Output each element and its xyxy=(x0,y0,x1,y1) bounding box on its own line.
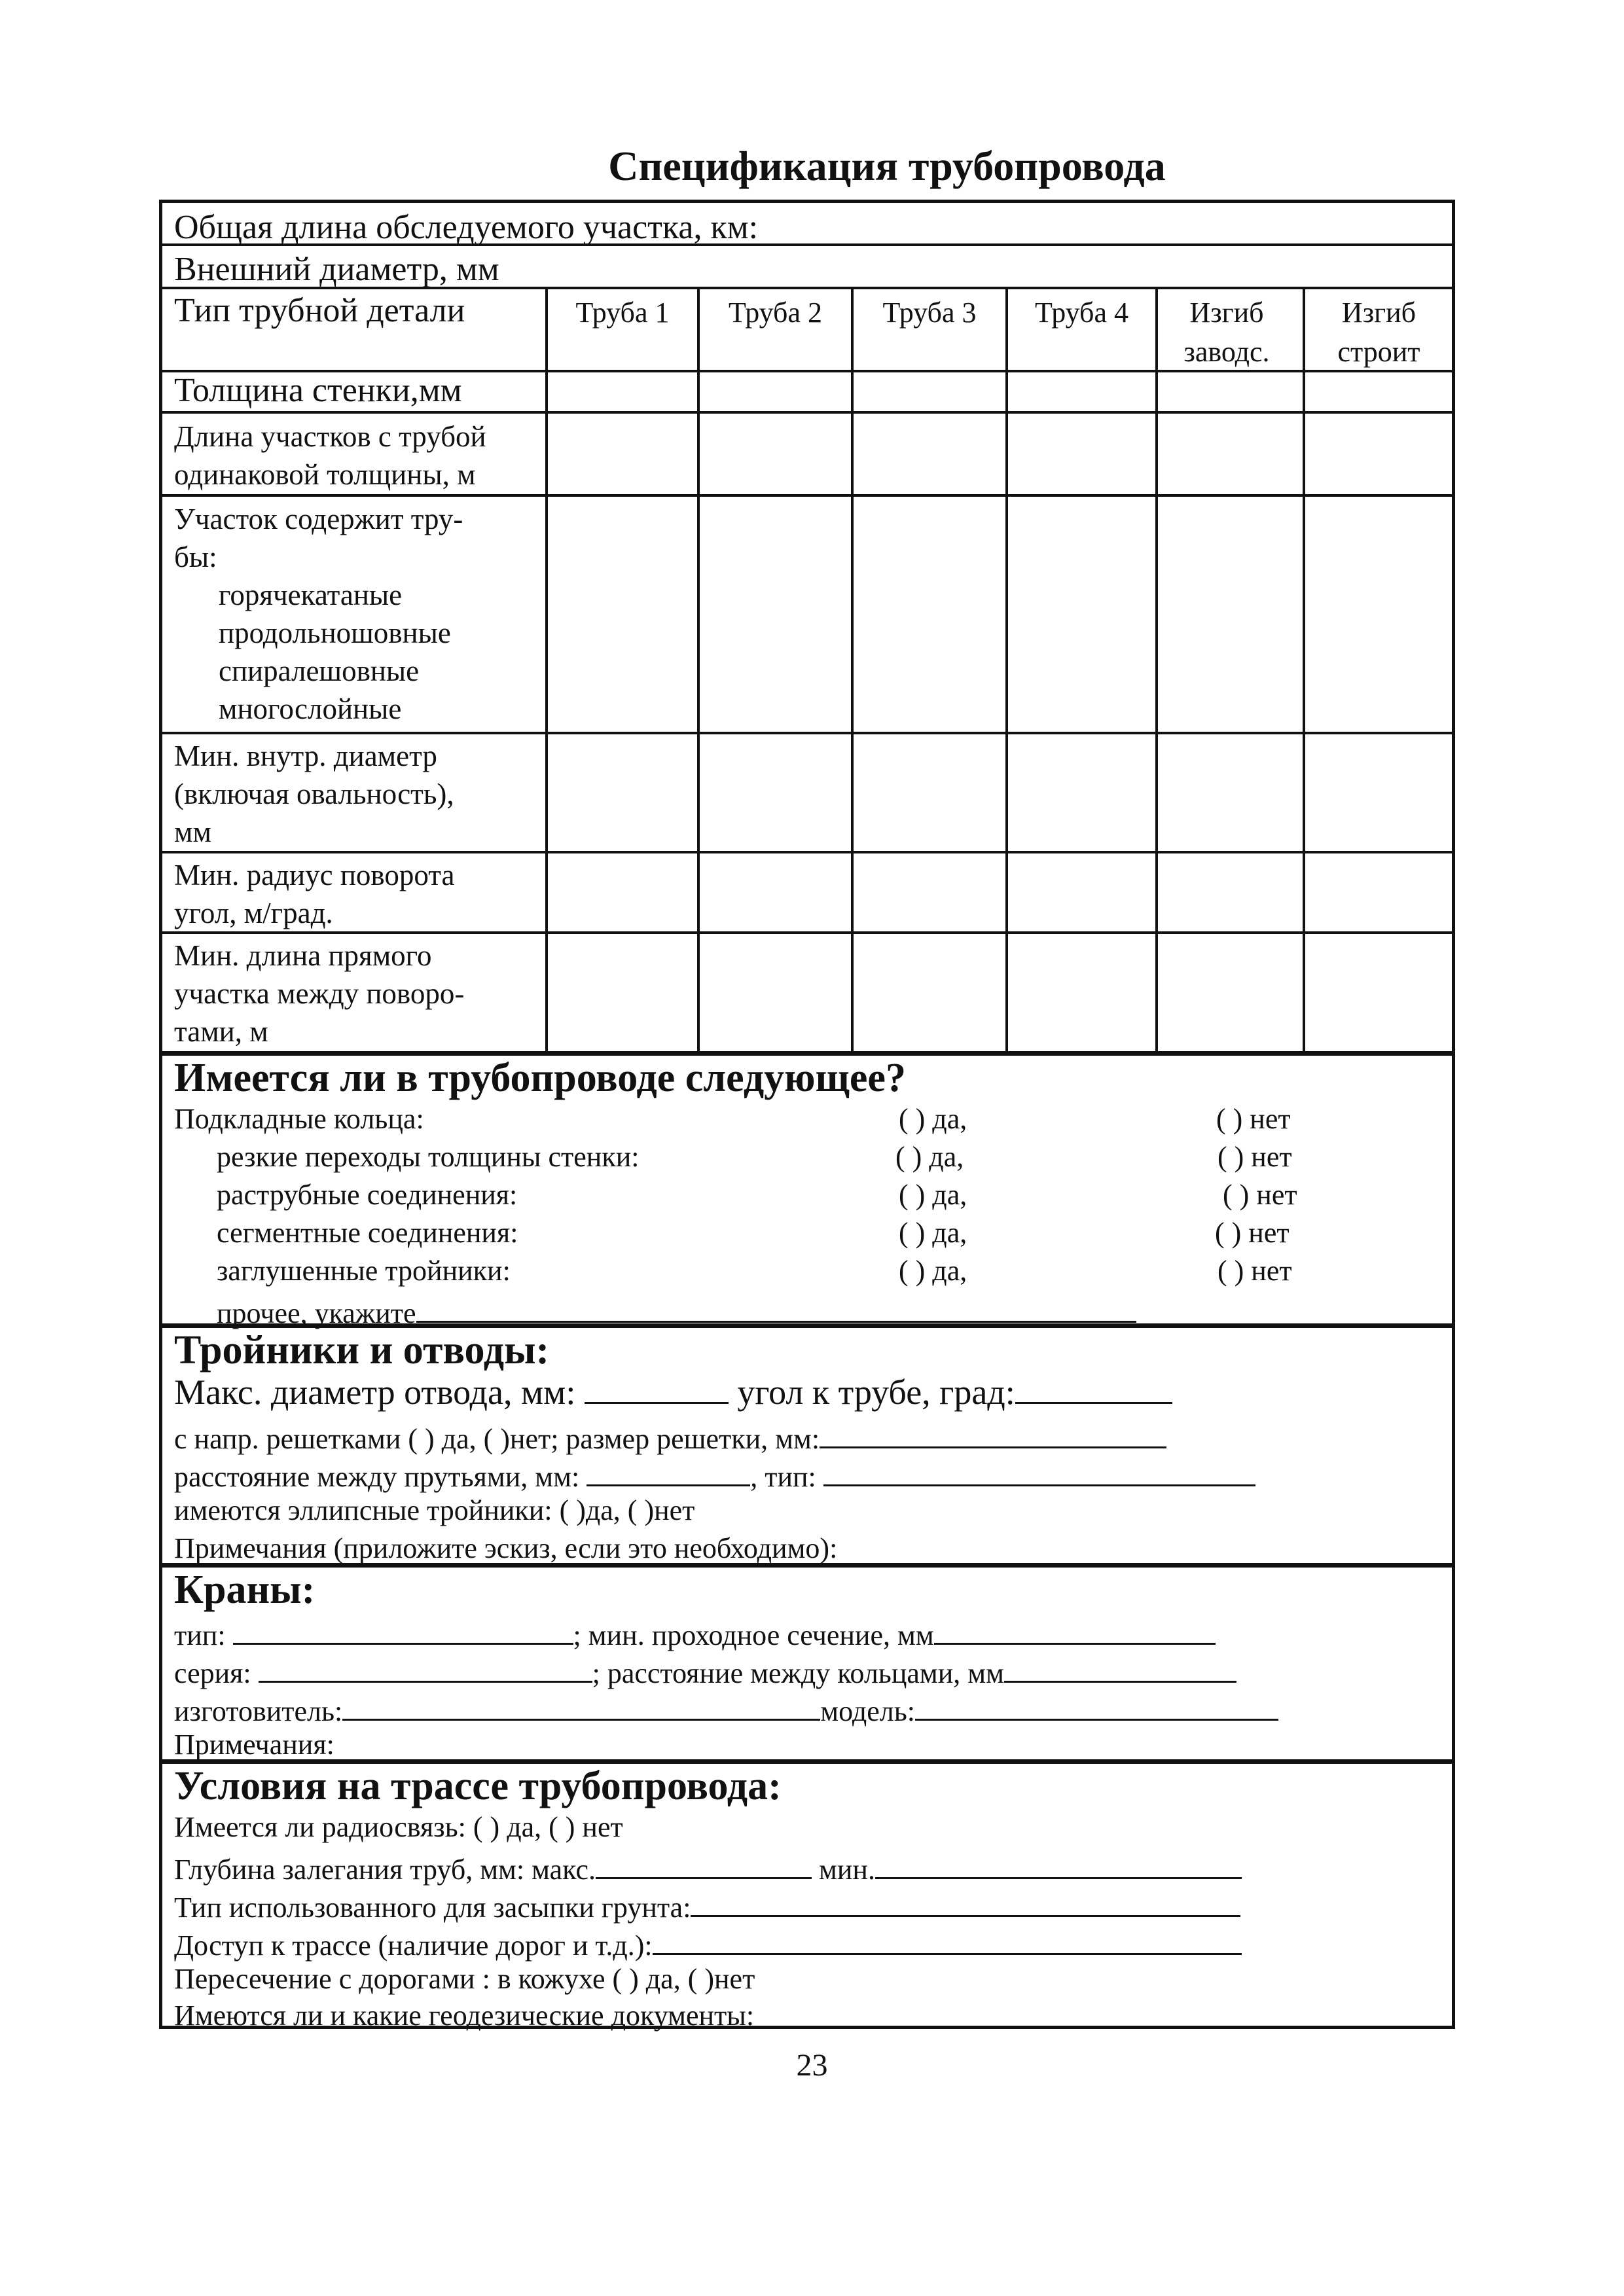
min-bend-radius-label: Мин. радиус поворота угол, м/град. xyxy=(174,859,455,929)
valves-notes: Примечания: xyxy=(174,1729,334,1761)
ring-distance-input[interactable] xyxy=(1004,1655,1236,1683)
specification-form xyxy=(159,200,1455,2032)
tees-heading: Тройники и отводы: xyxy=(174,1328,550,1372)
manufacturer-input[interactable] xyxy=(342,1693,820,1721)
no-option[interactable]: ( ) нет xyxy=(1216,1103,1291,1135)
wall-thickness-label: Толщина стенки,мм xyxy=(174,372,462,409)
route-radio-line: Имеется ли радиосвязь: ( ) да, ( ) нет xyxy=(174,1811,623,1843)
yes-option[interactable]: ( ) да, xyxy=(899,1179,967,1211)
column-header-pipe-3: Труба 3 xyxy=(882,296,977,329)
section-divider xyxy=(162,1563,1452,1568)
presence-heading: Имеется ли в трубопроводе следующее? xyxy=(174,1056,906,1100)
no-option[interactable]: ( ) нет xyxy=(1218,1141,1292,1173)
no-option[interactable]: ( ) нет xyxy=(1218,1255,1292,1287)
column-header-field-bend: Изгиб строит xyxy=(1337,296,1420,368)
same-thickness-label: Длина участков с трубой одинаковой толщины, м xyxy=(174,420,486,491)
total-length-label: Общая длина обследуемого участка, км: xyxy=(174,209,759,246)
column-divider xyxy=(1005,287,1008,1052)
min-section-input[interactable] xyxy=(934,1617,1216,1645)
route-backfill-line: Тип использованного для засыпки грунта: xyxy=(174,1889,1240,1922)
column-divider xyxy=(1155,287,1158,1052)
route-depth-line: Глубина залегания труб, мм: макс. мин. xyxy=(174,1851,1242,1884)
min-straight-length-label: Мин. длина прямого участка между поворо- тами, м xyxy=(174,939,465,1048)
valve-type-input[interactable] xyxy=(233,1617,573,1645)
yes-option[interactable]: ( ) да, xyxy=(899,1255,967,1287)
presence-other: прочее, укажите xyxy=(217,1295,1136,1328)
column-divider xyxy=(851,287,854,1052)
access-input[interactable] xyxy=(653,1927,1242,1955)
no-option[interactable]: ( ) нет xyxy=(1215,1217,1290,1249)
divider xyxy=(162,411,1452,414)
divider xyxy=(162,851,1452,853)
yes-option[interactable]: ( ) да, xyxy=(899,1217,967,1249)
tees-line-2: с напр. решетками ( ) да, ( )нет; размер решетки, мм: xyxy=(174,1420,1166,1454)
min-inner-diameter-label: Мин. внутр. диаметр (включая овальность), мм xyxy=(174,740,454,848)
column-divider xyxy=(545,287,548,1052)
min-depth-input[interactable] xyxy=(875,1851,1242,1879)
divider xyxy=(162,931,1452,934)
backfill-input[interactable] xyxy=(691,1889,1240,1917)
column-header-pipe-2: Труба 2 xyxy=(729,296,822,329)
section-divider xyxy=(162,1759,1452,1764)
valves-series-line: серия: ; расстояние между кольцами, мм xyxy=(174,1655,1236,1688)
no-option[interactable]: ( ) нет xyxy=(1223,1179,1297,1211)
tees-line-3: расстояние между прутьями, мм: , тип: xyxy=(174,1458,1255,1492)
column-header-factory-bend: Изгиб заводс. xyxy=(1183,296,1270,368)
divider xyxy=(162,287,1452,289)
column-header-pipe-1: Труба 1 xyxy=(575,296,670,329)
presence-item-socket-joints: раструбные соединения: xyxy=(217,1179,518,1211)
contains-pipes-label: Участок содержит тру- бы: горячекатаные продольношовные спиралешовные многослойные xyxy=(174,503,463,725)
yes-option[interactable]: ( ) да, xyxy=(899,1103,967,1135)
valves-type-line: тип: ; мин. проходное сечение, мм xyxy=(174,1617,1216,1650)
bar-spacing-input[interactable] xyxy=(586,1458,750,1486)
column-divider xyxy=(1303,287,1305,1052)
tees-line-1: Макс. диаметр отвода, мм: угол к трубе, град: xyxy=(174,1374,1172,1410)
valves-maker-line: изготовитель: модель: xyxy=(174,1693,1278,1726)
valves-heading: Краны: xyxy=(174,1568,316,1612)
yes-option[interactable]: ( ) да, xyxy=(895,1141,964,1173)
divider xyxy=(162,732,1452,734)
presence-item-segment-joints: сегментные соединения: xyxy=(217,1217,518,1249)
part-type-header: Тип трубной детали xyxy=(174,292,465,329)
presence-item-backing-rings: Подкладные кольца: xyxy=(174,1103,424,1135)
divider xyxy=(162,243,1452,246)
route-access-line: Доступ к трассе (наличие дорог и т.д.): xyxy=(174,1927,1242,1960)
grate-type-input[interactable] xyxy=(823,1458,1255,1486)
column-header-pipe-4: Труба 4 xyxy=(1035,296,1128,329)
tees-line-4: имеются эллипсные тройники: ( )да, ( )нет xyxy=(174,1494,695,1526)
model-input[interactable] xyxy=(915,1693,1278,1721)
max-branch-diameter-input[interactable] xyxy=(585,1376,729,1404)
route-heading: Условия на трассе трубопровода: xyxy=(174,1764,782,1808)
branch-angle-input[interactable] xyxy=(1015,1376,1172,1404)
grate-size-input[interactable] xyxy=(820,1420,1166,1448)
divider xyxy=(162,494,1452,497)
column-divider xyxy=(697,287,700,1052)
valve-series-input[interactable] xyxy=(259,1655,592,1683)
presence-item-thickness-transitions: резкие переходы толщины стенки: xyxy=(217,1141,640,1173)
route-geodesy-line: Имеются ли и какие геодезические документы: xyxy=(174,2000,755,2032)
page-title: Спецификация трубопровода xyxy=(608,143,1166,189)
presence-item-blind-tees: заглушенные тройники: xyxy=(217,1255,511,1287)
outer-diameter-label: Внешний диаметр, мм xyxy=(174,251,499,288)
section-divider xyxy=(162,1323,1452,1328)
route-crossing-line: Пересечение с дорогами : в кожухе ( ) да, ( )нет xyxy=(174,1963,755,1995)
max-depth-input[interactable] xyxy=(596,1851,812,1879)
tees-notes: Примечания (приложите эскиз, если это необходимо): xyxy=(174,1532,838,1564)
page-number: 23 xyxy=(796,2048,828,2083)
section-divider xyxy=(162,1051,1452,1056)
other-input[interactable] xyxy=(416,1295,1136,1323)
